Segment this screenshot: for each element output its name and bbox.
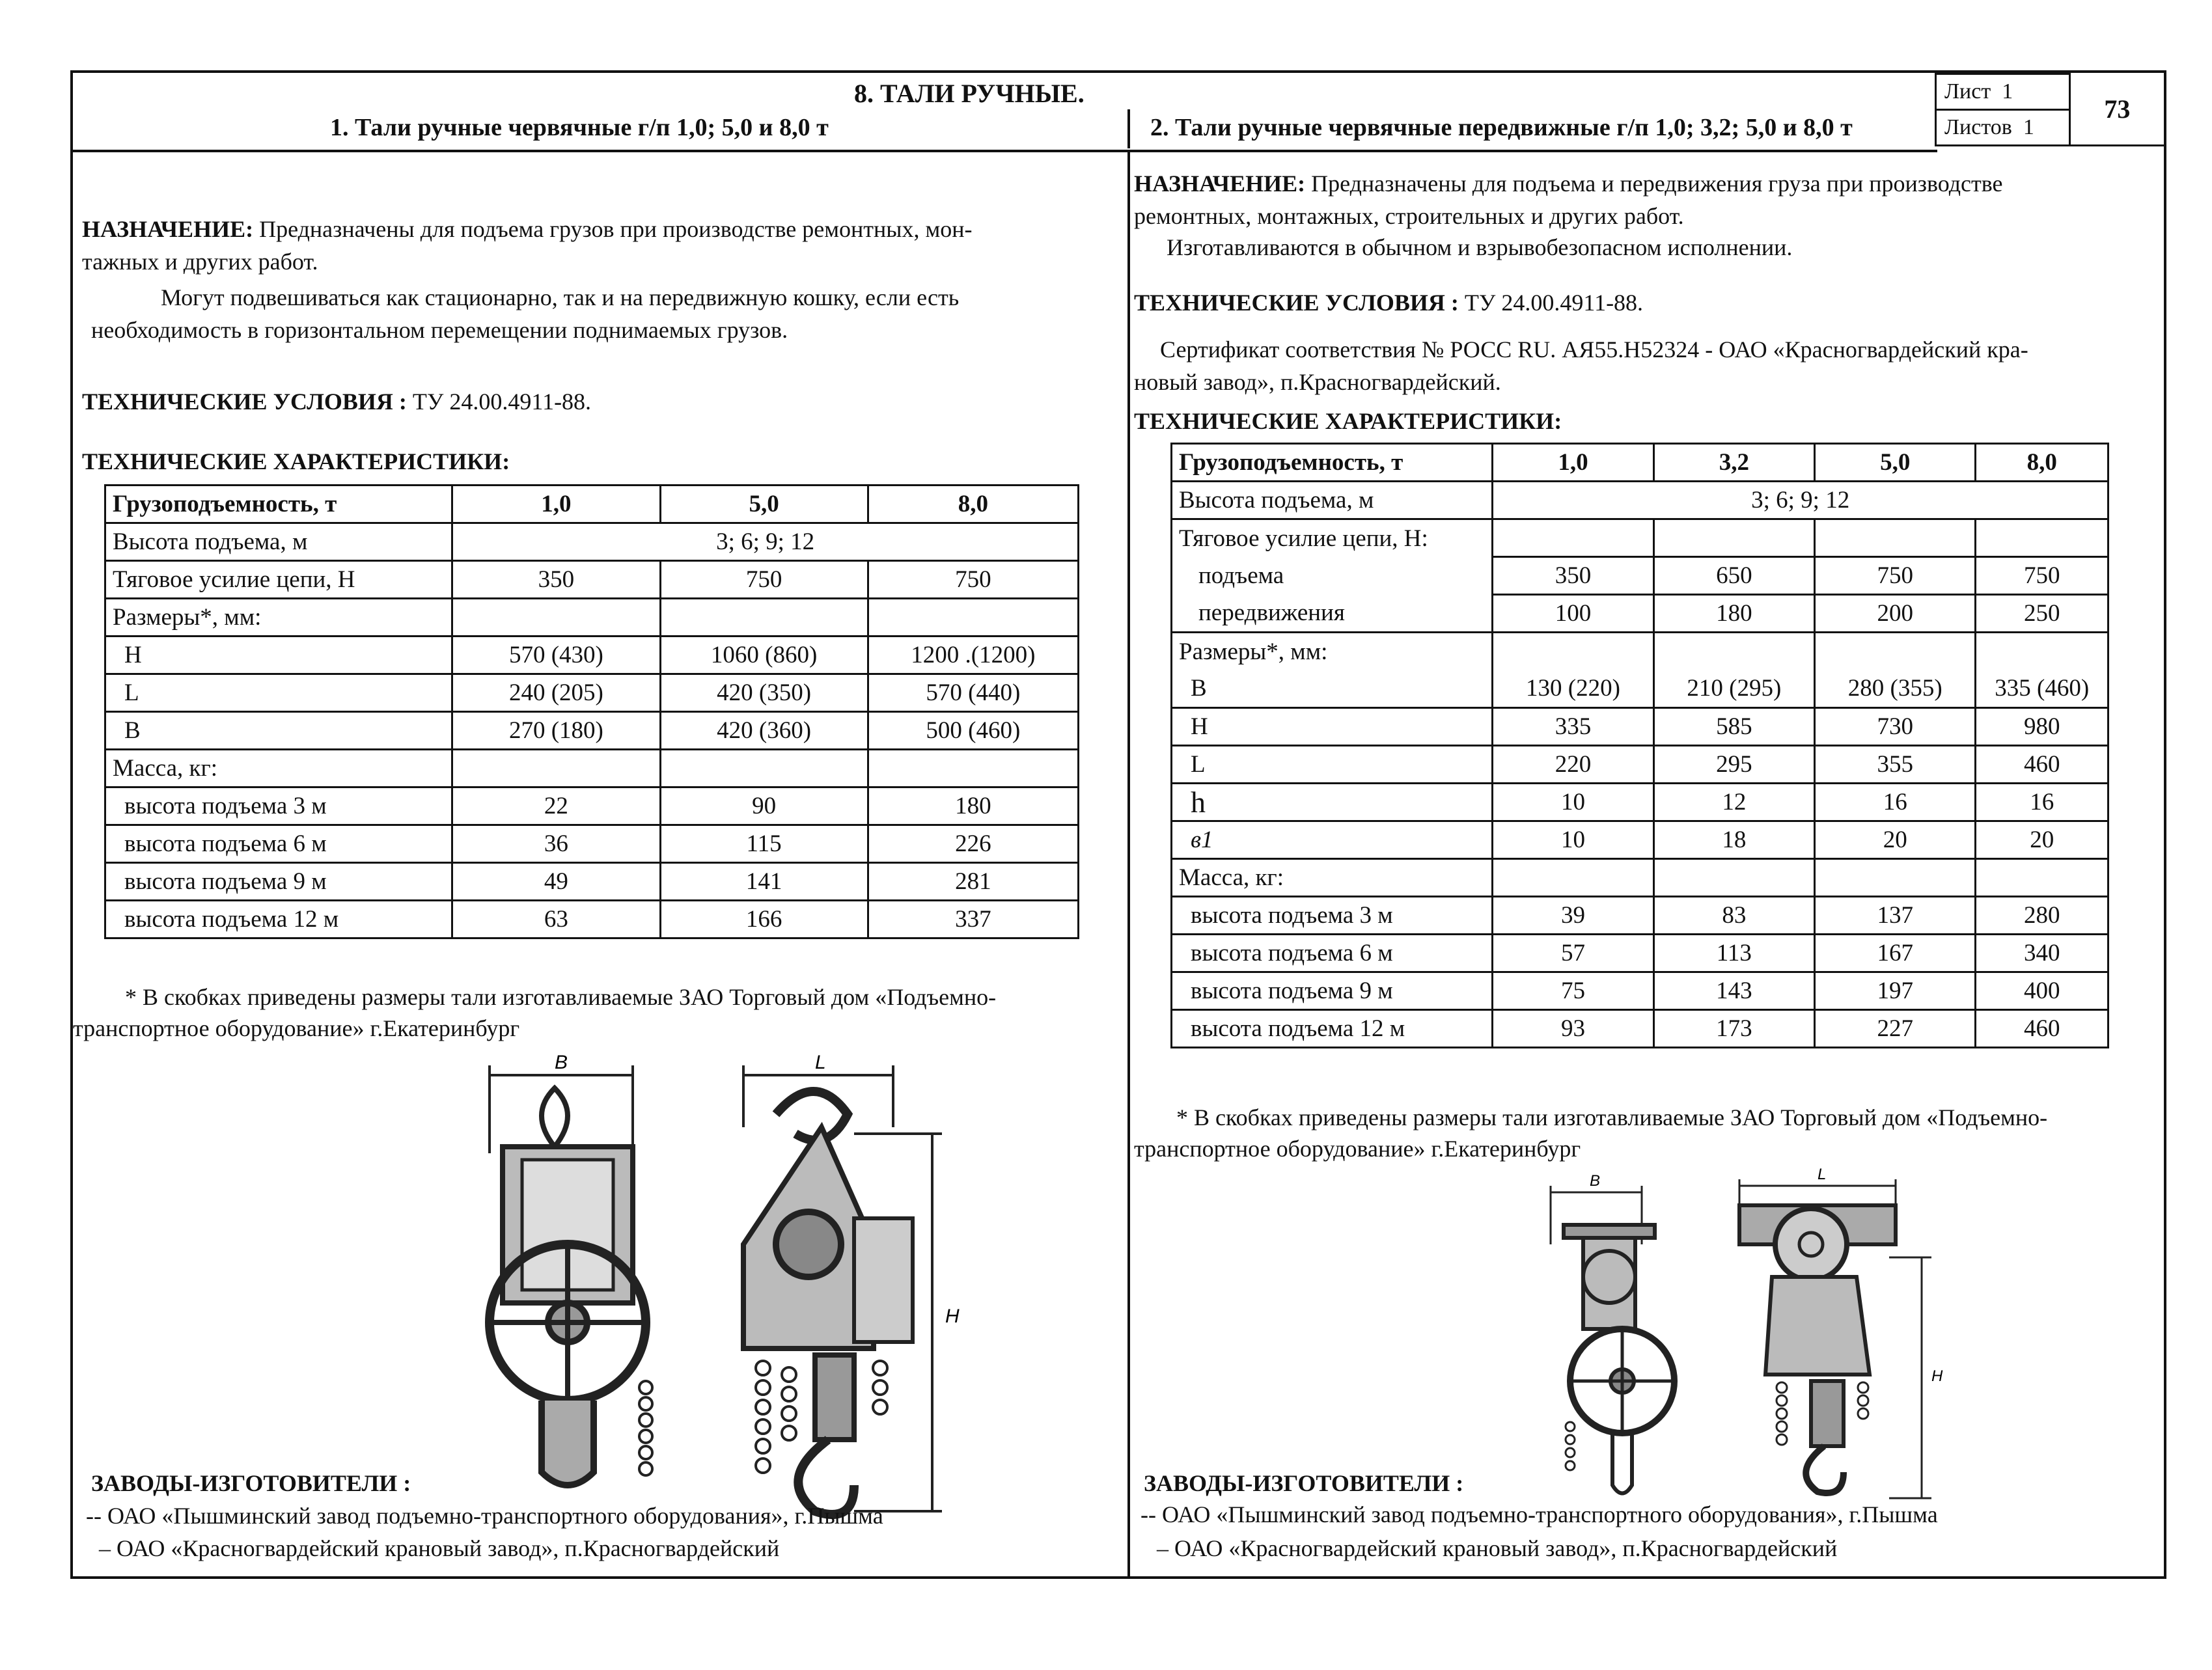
- table-cell: 200: [1815, 595, 1976, 633]
- table-row: [1172, 633, 2108, 670]
- left-tech-conditions: [82, 385, 591, 418]
- table-cell: 335 (460): [1976, 670, 2108, 708]
- table-row: [105, 901, 1079, 938]
- table-cell: 36: [452, 825, 660, 863]
- table-cell: L: [105, 674, 452, 712]
- right-tech-conditions: [1134, 286, 1643, 319]
- header-mid-divider: [1127, 109, 1130, 148]
- table-cell: 750: [1815, 557, 1976, 595]
- fig-label-B: B: [555, 1052, 568, 1073]
- table-cell: 280 (355): [1815, 670, 1976, 708]
- table-cell: 130 (220): [1493, 670, 1653, 708]
- left-purpose-line3: Могут подвешиваться как стационарно, так и на передвижную кошку, если есть: [161, 284, 960, 310]
- left-maker-2: – ОАО «Красногвардейский крановый завод», п.Красногвардейский: [99, 1535, 780, 1561]
- table-row: [105, 561, 1079, 599]
- table-cell: 143: [1653, 972, 1814, 1010]
- table-cell: 355: [1815, 746, 1976, 784]
- table-row: [1172, 746, 2108, 784]
- table-cell: L: [1172, 746, 1493, 784]
- table-cell: 83: [1653, 897, 1814, 935]
- table-cell: 350: [1493, 557, 1653, 595]
- fig-label-H: H: [1931, 1367, 1943, 1385]
- table-cell: высота подъема 9 м: [105, 863, 452, 901]
- table-cell: 281: [868, 863, 1078, 901]
- table-row: [1172, 859, 2108, 897]
- fig-label-L: L: [815, 1052, 826, 1073]
- table-cell: 115: [660, 825, 868, 863]
- table-cell: 180: [1653, 595, 1814, 633]
- document-sheet: [70, 70, 2166, 1579]
- table-cell: высота подъема 3 м: [1172, 897, 1493, 935]
- table-cell: B: [105, 712, 452, 750]
- table-cell: 420 (350): [660, 674, 868, 712]
- right-hoist-drawing: [1525, 1166, 1967, 1544]
- right-cert-line1: Сертификат соответствия № РОСС RU. АЯ55.Н52324 - ОАО «Красногвардейский кра-: [1160, 336, 2028, 363]
- table-cell: 500 (460): [868, 712, 1078, 750]
- table-cell: 180: [868, 787, 1078, 825]
- table-row: [1172, 708, 2108, 746]
- table-cell: подъема: [1172, 557, 1493, 595]
- table-cell: 10: [1493, 821, 1653, 859]
- table-row: [1172, 784, 2108, 821]
- table-cell: 340: [1976, 935, 2108, 972]
- table-cell: в1: [1172, 821, 1493, 859]
- capacity-label: Грузоподъемность, т: [1172, 444, 1493, 482]
- table-cell: 39: [1493, 897, 1653, 935]
- left-makers-label: ЗАВОДЫ-ИЗГОТОВИТЕЛИ :: [91, 1470, 411, 1496]
- page-number: 73: [2069, 74, 2164, 146]
- sheets-label: Листов: [1944, 115, 2012, 139]
- table-cell: 1,0: [1493, 444, 1653, 482]
- table-cell: 750: [1976, 557, 2108, 595]
- table-cell: 49: [452, 863, 660, 901]
- table-row: [1172, 821, 2108, 859]
- table-cell: 3,2: [1653, 444, 1814, 482]
- table-cell: Масса, кг:: [105, 750, 452, 787]
- left-subtitle: 1. Тали ручные червячные г/п 1,0; 5,0 и 8,0 т: [330, 114, 829, 141]
- table-cell: B: [1172, 670, 1493, 708]
- sheet-value: 1: [2002, 79, 2013, 103]
- table-row: [105, 825, 1079, 863]
- table-cell: 63: [452, 901, 660, 938]
- table-cell: 90: [660, 787, 868, 825]
- sheet-stamp: [1935, 73, 2164, 146]
- column-divider: [1127, 150, 1130, 1579]
- right-cert-line2: новый завод», п.Красногвардейский.: [1134, 369, 1501, 395]
- table-cell: 226: [868, 825, 1078, 863]
- table-cell: 335: [1493, 708, 1653, 746]
- table-cell: 1200 .(1200): [868, 637, 1078, 674]
- right-footnote-line1: * В скобках приведены размеры тали изготавливаемые ЗАО Торговый дом «Подъемно-: [1176, 1104, 2048, 1130]
- table-row: [1172, 670, 2108, 708]
- left-hoist-drawing: [463, 1049, 971, 1557]
- right-purpose-label: НАЗНАЧЕНИЕ:: [1134, 171, 1306, 197]
- left-tech-char-label: ТЕХНИЧЕСКИЕ ХАРАКТЕРИСТИКИ:: [82, 448, 510, 474]
- table-cell: 585: [1653, 708, 1814, 746]
- table-row: [105, 863, 1079, 901]
- table-cell: 93: [1493, 1010, 1653, 1048]
- table-cell: 570 (440): [868, 674, 1078, 712]
- header-divider: [73, 150, 1937, 152]
- table-cell: 18: [1653, 821, 1814, 859]
- table-cell: 750: [660, 561, 868, 599]
- table-row: [105, 674, 1079, 712]
- table-cell: 5,0: [660, 486, 868, 523]
- table-row: [1172, 897, 2108, 935]
- table-cell: передвижения: [1172, 595, 1493, 633]
- table-cell: 650: [1653, 557, 1814, 595]
- table-cell: 750: [868, 561, 1078, 599]
- right-spec-table: [1170, 443, 2109, 1048]
- left-tech-cond-value: ТУ 24.00.4911-88.: [406, 389, 592, 415]
- table-cell: 20: [1976, 821, 2108, 859]
- left-purpose-line1: Предназначены для подъема грузов при производстве ремонтных, мон-: [253, 216, 973, 242]
- table-row: [1172, 482, 2108, 519]
- fig-label-B: B: [1590, 1172, 1601, 1190]
- table-cell: Размеры*, мм:: [105, 599, 452, 637]
- sheet-label: Лист: [1944, 79, 1991, 103]
- table-cell: Масса, кг:: [1172, 859, 1493, 897]
- table-cell: Тяговое усилие цепи, Н:: [1172, 519, 1493, 557]
- table-cell: 100: [1493, 595, 1653, 633]
- capacity-label: Грузоподъемность, т: [105, 486, 452, 523]
- right-tech-cond-value: ТУ 24.00.4911-88.: [1458, 290, 1644, 316]
- table-cell: h: [1172, 784, 1493, 821]
- table-row: [1172, 595, 2108, 633]
- table-cell: 350: [452, 561, 660, 599]
- table-cell: 22: [452, 787, 660, 825]
- table-cell: 141: [660, 863, 868, 901]
- table-cell: Тяговое усилие цепи, Н: [105, 561, 452, 599]
- left-maker-1: -- ОАО «Пышминский завод подъемно-транспортного оборудования», г.Пышма: [86, 1503, 883, 1529]
- table-cell: H: [1172, 708, 1493, 746]
- fig-label-L: L: [1818, 1166, 1827, 1183]
- table-cell: 220: [1493, 746, 1653, 784]
- table-cell: 166: [660, 901, 868, 938]
- right-purpose: [1134, 167, 2003, 200]
- right-maker-2: – ОАО «Красногвардейский крановый завод», п.Красногвардейский: [1157, 1535, 1838, 1561]
- table-cell: Высота подъема, м: [1172, 482, 1493, 519]
- table-row: [1172, 557, 2108, 595]
- table-cell: 280: [1976, 897, 2108, 935]
- table-cell: 8,0: [1976, 444, 2108, 482]
- left-purpose-line4: необходимость в горизонтальном перемещении поднимаемых грузов.: [91, 317, 788, 343]
- table-cell: высота подъема 12 м: [105, 901, 452, 938]
- left-purpose-label: НАЗНАЧЕНИЕ:: [82, 216, 254, 242]
- left-tech-cond-label: ТЕХНИЧЕСКИЕ УСЛОВИЯ :: [82, 389, 407, 415]
- table-cell: 173: [1653, 1010, 1814, 1048]
- table-cell: высота подъема 6 м: [105, 825, 452, 863]
- table-cell: H: [105, 637, 452, 674]
- table-cell: 250: [1976, 595, 2108, 633]
- right-maker-1: -- ОАО «Пышминский завод подъемно-транспортного оборудования», г.Пышма: [1141, 1501, 1938, 1527]
- table-cell: 167: [1815, 935, 1976, 972]
- table-row: [1172, 519, 2108, 557]
- table-cell: 980: [1976, 708, 2108, 746]
- table-cell: 3; 6; 9; 12: [452, 523, 1079, 561]
- table-cell: 137: [1815, 897, 1976, 935]
- table-cell: 1060 (860): [660, 637, 868, 674]
- table-cell: 400: [1976, 972, 2108, 1010]
- right-tech-cond-label: ТЕХНИЧЕСКИЕ УСЛОВИЯ :: [1134, 290, 1459, 316]
- table-row: [105, 787, 1079, 825]
- table-row: [1172, 935, 2108, 972]
- table-cell: 270 (180): [452, 712, 660, 750]
- left-footnote-line2: транспортное оборудование» г.Екатеринбург: [73, 1015, 520, 1041]
- table-row: [1172, 1010, 2108, 1048]
- table-cell: 420 (360): [660, 712, 868, 750]
- page-title: 8. ТАЛИ РУЧНЫЕ.: [854, 79, 1085, 108]
- table-cell: 1,0: [452, 486, 660, 523]
- table-cell: 5,0: [1815, 444, 1976, 482]
- table-cell: 460: [1976, 746, 2108, 784]
- table-cell: Высота подъема, м: [105, 523, 452, 561]
- table-cell: 10: [1493, 784, 1653, 821]
- table-cell: 295: [1653, 746, 1814, 784]
- table-cell: 730: [1815, 708, 1976, 746]
- right-subtitle: 2. Тали ручные червячные передвижные г/п 1,0; 3,2; 5,0 и 8,0 т: [1150, 114, 1853, 141]
- fig-label-H: H: [945, 1306, 960, 1327]
- table-cell: 570 (430): [452, 637, 660, 674]
- table-cell: 113: [1653, 935, 1814, 972]
- table-cell: 20: [1815, 821, 1976, 859]
- table-row: [1172, 972, 2108, 1010]
- left-spec-table: [104, 484, 1079, 939]
- table-cell: 3; 6; 9; 12: [1493, 482, 2108, 519]
- right-footnote-line2: транспортное оборудование» г.Екатеринбург: [1134, 1136, 1581, 1162]
- table-row: [105, 523, 1079, 561]
- table-row: [105, 486, 1079, 523]
- right-makers-label: ЗАВОДЫ-ИЗГОТОВИТЕЛИ :: [1144, 1470, 1464, 1496]
- table-cell: 12: [1653, 784, 1814, 821]
- table-row: [105, 750, 1079, 787]
- table-row: [105, 637, 1079, 674]
- table-cell: 16: [1815, 784, 1976, 821]
- right-purpose-line3: Изготавливаются в обычном и взрывобезопасном исполнении.: [1167, 234, 1793, 260]
- table-cell: 240 (205): [452, 674, 660, 712]
- left-purpose-line2: тажных и других работ.: [82, 249, 318, 275]
- sheets-value: 1: [2023, 115, 2034, 139]
- table-cell: 337: [868, 901, 1078, 938]
- table-cell: 75: [1493, 972, 1653, 1010]
- table-row: [105, 712, 1079, 750]
- table-cell: 227: [1815, 1010, 1976, 1048]
- right-purpose-line2: ремонтных, монтажных, строительных и других работ.: [1134, 203, 1684, 229]
- table-cell: 197: [1815, 972, 1976, 1010]
- table-cell: Размеры*, мм:: [1172, 633, 1493, 670]
- table-cell: высота подъема 3 м: [105, 787, 452, 825]
- table-cell: 16: [1976, 784, 2108, 821]
- table-row: [1172, 444, 2108, 482]
- table-cell: 8,0: [868, 486, 1078, 523]
- table-cell: высота подъема 6 м: [1172, 935, 1493, 972]
- table-cell: высота подъема 12 м: [1172, 1010, 1493, 1048]
- right-tech-char-label: ТЕХНИЧЕСКИЕ ХАРАКТЕРИСТИКИ:: [1134, 408, 1562, 434]
- left-footnote-line1: * В скобках приведены размеры тали изготавливаемые ЗАО Торговый дом «Подъемно-: [125, 984, 997, 1010]
- table-cell: 460: [1976, 1010, 2108, 1048]
- table-row: [105, 599, 1079, 637]
- right-purpose-line1: Предназначены для подъема и передвижения груза при производстве: [1305, 171, 2003, 197]
- table-cell: 57: [1493, 935, 1653, 972]
- table-cell: высота подъема 9 м: [1172, 972, 1493, 1010]
- left-purpose: [82, 213, 973, 245]
- table-cell: 210 (295): [1653, 670, 1814, 708]
